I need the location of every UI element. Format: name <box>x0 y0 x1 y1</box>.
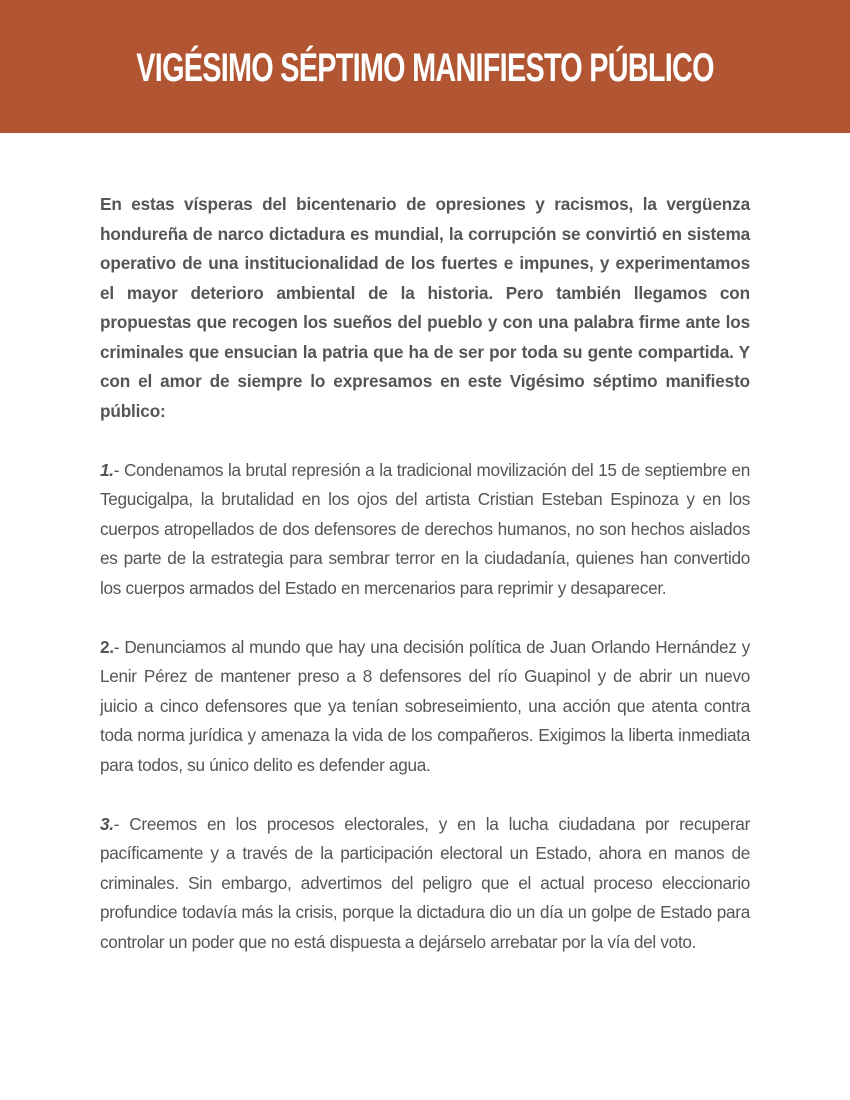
item-separator: - <box>113 813 130 834</box>
item-number: 3. <box>100 813 114 834</box>
item-number: 2. <box>100 636 114 657</box>
manifesto-item <box>100 810 750 958</box>
manifesto-item <box>100 633 750 781</box>
item-text: Denunciamos al mundo que hay una decisión política de Juan Orlando Hernández y Lenir Pérez de mantener preso a 8 defensores del río Guapinol y de abrir un nuevo juicio a cinco defensores que ya tenían sobreseimiento, una acción que atenta contra toda norma jurídica y amenaza la vida de los compañeros. Exigimos la liberta inmediata para todos, su único delito es defender agua. <box>100 636 751 775</box>
manifesto-item <box>100 456 750 604</box>
manifesto-body <box>100 190 750 957</box>
page-title: VIGÉSIMO SÉPTIMO MANIFIESTO PÚBLICO <box>136 46 714 90</box>
title-banner <box>0 0 850 133</box>
item-text: Condenamos la brutal represión a la tradicional movilización del 15 de septiembre en Tegucigalpa, la brutalidad en los ojos del artista Cristian Esteban Espinoza y en los cuerpos atropellados de dos defensores de derechos humanos, no son hechos aislados es parte de la estrategia para sembrar terror en la ciudadanía, quienes han convertido los cuerpos armados del Estado en mercenarios para reprimir y desaparecer. <box>100 459 750 598</box>
item-text: Creemos en los procesos electorales, y en la lucha ciudadana por recuperar pacíficamente y a través de la participación electoral un Estado, ahora en manos de criminales. Sin embargo, advertimos del peligro que el actual proceso eleccionario profundice todavía más la crisis, porque la dictadura dio un día un golpe de Estado para controlar un poder que no está dispuesta a dejárselo arrebatar por la vía del voto. <box>100 813 750 952</box>
intro-paragraph: En estas vísperas del bicentenario de opresiones y racismos, la vergüenza hondureña de narco dictadura es mundial, la corrupción se convirtió en sistema operativo de una institucionalidad de los fuertes e impunes, y experimentamos el mayor deterioro ambiental de la historia. Pero también llegamos con propuestas que recogen los sueños del pueblo y con una palabra firme ante los criminales que ensucian la patria que ha de ser por toda su gente compartida. Y con el amor de siempre lo expresamos en este Vigésimo séptimo manifiesto público: <box>100 194 750 421</box>
item-separator: - <box>113 459 124 480</box>
item-number: 1. <box>100 459 114 480</box>
item-separator: - <box>113 636 125 657</box>
